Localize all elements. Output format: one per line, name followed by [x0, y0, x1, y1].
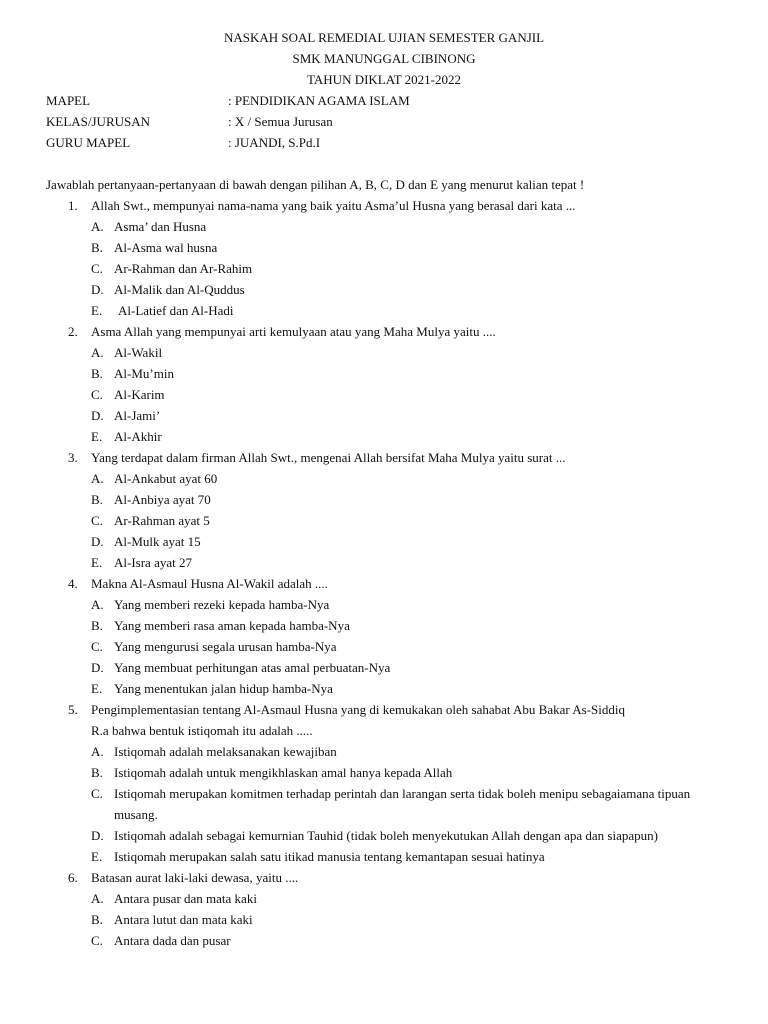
- question-item: [0, 867, 768, 951]
- question-text: Pengimplementasian tentang Al-Asmaul Husna yang di kemukakan oleh sahabat Abu Bakar As-Siddiq: [91, 702, 625, 717]
- option-text: Al-Jami’: [114, 408, 161, 423]
- question-text-continued: R.a bahwa bentuk istiqomah itu adalah .....: [91, 723, 313, 738]
- question-number: 3.: [68, 450, 78, 465]
- answer-option: [0, 741, 768, 762]
- question-number: 2.: [68, 324, 78, 339]
- option-text: Al-Wakil: [114, 345, 163, 360]
- option-letter: C.: [91, 513, 103, 528]
- answer-option: [0, 216, 768, 237]
- question-number: 4.: [68, 576, 78, 591]
- question-number: 6.: [68, 870, 78, 885]
- option-letter: D.: [91, 828, 104, 843]
- option-text: Antara dada dan pusar: [114, 933, 231, 948]
- option-text: Antara pusar dan mata kaki: [114, 891, 257, 906]
- option-letter: E.: [91, 681, 103, 696]
- option-letter: C.: [91, 387, 103, 402]
- option-text: Asma’ dan Husna: [114, 219, 207, 234]
- question-stem: [0, 321, 768, 342]
- question-number: 1.: [68, 198, 78, 213]
- option-letter: A.: [91, 597, 104, 612]
- info-row-subject: [46, 90, 546, 111]
- question-list: [0, 195, 768, 951]
- answer-option: [0, 426, 768, 447]
- answer-option: [0, 405, 768, 426]
- info-value: : PENDIDIKAN AGAMA ISLAM: [228, 93, 410, 108]
- info-value: : JUANDI, S.Pd.I: [228, 135, 321, 150]
- question-text: Batasan aurat laki-laki dewasa, yaitu ....: [91, 870, 299, 885]
- question-text: Asma Allah yang mempunyai arti kemulyaan atau yang Maha Mulya yaitu ....: [91, 324, 496, 339]
- option-text: Yang memberi rasa aman kepada hamba-Nya: [114, 618, 350, 633]
- info-row-class: [46, 111, 546, 132]
- option-letter: A.: [91, 219, 104, 234]
- answer-option: [0, 930, 768, 951]
- answer-option: [0, 657, 768, 678]
- answer-option: [0, 909, 768, 930]
- option-text: Yang menentukan jalan hidup hamba-Nya: [114, 681, 333, 696]
- answer-option: [0, 258, 768, 279]
- option-letter: C.: [91, 786, 103, 801]
- answer-option: [0, 279, 768, 300]
- question-text: Allah Swt., mempunyai nama-nama yang baik yaitu Asma’ul Husna yang berasal dari kata ...: [91, 198, 576, 213]
- option-letter: C.: [91, 933, 103, 948]
- option-letter: A.: [91, 345, 104, 360]
- option-letter: C.: [91, 639, 103, 654]
- option-text: Yang mengurusi segala urusan hamba-Nya: [114, 639, 337, 654]
- option-letter: B.: [91, 366, 103, 381]
- answer-option: [0, 615, 768, 636]
- header-year: TAHUN DIKLAT 2021-2022: [307, 72, 461, 87]
- answer-option: [0, 783, 768, 825]
- option-letter: B.: [91, 240, 103, 255]
- question-stem: [0, 573, 768, 594]
- answer-option: [0, 342, 768, 363]
- option-letter: E.: [91, 849, 103, 864]
- exam-info: [46, 90, 546, 153]
- option-text: Al-Malik dan Al-Quddus: [114, 282, 245, 297]
- option-text: Yang membuat perhitungan atas amal perbuatan-Nya: [114, 660, 391, 675]
- option-text: Istiqomah merupakan komitmen terhadap perintah dan larangan serta tidak boleh menipu sebagaiamana tipuan musang.: [114, 786, 691, 822]
- option-text: Al-Isra ayat 27: [114, 555, 192, 570]
- option-letter: C.: [91, 261, 103, 276]
- option-text: Al-Mu’min: [114, 366, 174, 381]
- info-key: KELAS/JURUSAN: [46, 114, 151, 129]
- question-stem: [0, 867, 768, 888]
- option-text: Antara lutut dan mata kaki: [114, 912, 253, 927]
- answer-option: [0, 762, 768, 783]
- info-row-teacher: [46, 132, 546, 153]
- option-text: Al-Anbiya ayat 70: [114, 492, 211, 507]
- option-letter: B.: [91, 765, 103, 780]
- option-text: Yang memberi rezeki kepada hamba-Nya: [114, 597, 330, 612]
- answer-option: [0, 384, 768, 405]
- option-letter: D.: [91, 408, 104, 423]
- option-letter: E.: [91, 429, 103, 444]
- question-stem: [0, 699, 768, 720]
- option-text: Istiqomah merupakan salah satu itikad manusia tentang kemantapan sesuai hatinya: [114, 849, 545, 864]
- answer-option: [0, 552, 768, 573]
- answer-option: [0, 510, 768, 531]
- question-stem-continued: [0, 720, 768, 741]
- option-text: Istiqomah adalah untuk mengikhlaskan amal hanya kepada Allah: [114, 765, 453, 780]
- question-item: [0, 447, 768, 573]
- answer-option: [0, 300, 768, 321]
- answer-option: [0, 825, 768, 846]
- answer-option: [0, 531, 768, 552]
- answer-option: [0, 888, 768, 909]
- option-text: Al-Karim: [114, 387, 165, 402]
- question-item: [0, 195, 768, 321]
- option-text: Al-Mulk ayat 15: [114, 534, 201, 549]
- info-key: MAPEL: [46, 93, 91, 108]
- option-letter: A.: [91, 744, 104, 759]
- info-key: GURU MAPEL: [46, 135, 131, 150]
- option-text: Istiqomah adalah melaksanakan kewajiban: [114, 744, 337, 759]
- option-letter: E.: [91, 303, 103, 318]
- option-letter: E.: [91, 555, 103, 570]
- question-stem: [0, 447, 768, 468]
- answer-option: [0, 468, 768, 489]
- option-text: Ar-Rahman dan Ar-Rahim: [114, 261, 253, 276]
- answer-option: [0, 846, 768, 867]
- instructions: Jawablah pertanyaan-pertanyaan di bawah dengan pilihan A, B, C, D dan E yang menurut kalian tepat !: [46, 177, 585, 192]
- option-letter: D.: [91, 534, 104, 549]
- question-item: [0, 699, 768, 867]
- option-letter: B.: [91, 912, 103, 927]
- option-letter: A.: [91, 891, 104, 906]
- document-header: [0, 27, 768, 90]
- question-item: [0, 321, 768, 447]
- option-letter: D.: [91, 282, 104, 297]
- option-letter: A.: [91, 471, 104, 486]
- option-text: Ar-Rahman ayat 5: [114, 513, 210, 528]
- answer-option: [0, 636, 768, 657]
- info-value: : X / Semua Jurusan: [228, 114, 333, 129]
- question-item: [0, 573, 768, 699]
- option-text: Al-Latief dan Al-Hadi: [118, 303, 234, 318]
- answer-option: [0, 594, 768, 615]
- option-text: Al-Ankabut ayat 60: [114, 471, 218, 486]
- header-school: SMK MANUNGGAL CIBINONG: [292, 51, 476, 66]
- option-letter: B.: [91, 618, 103, 633]
- answer-option: [0, 363, 768, 384]
- answer-option: [0, 678, 768, 699]
- option-letter: D.: [91, 660, 104, 675]
- question-text: Yang terdapat dalam firman Allah Swt., mengenai Allah bersifat Maha Mulya yaitu surat ...: [91, 450, 566, 465]
- header-title: NASKAH SOAL REMEDIAL UJIAN SEMESTER GANJIL: [223, 30, 545, 45]
- option-text: Istiqomah adalah sebagai kemurnian Tauhid (tidak boleh menyekutukan Allah dengan apa dan siapapun): [114, 828, 658, 843]
- question-number: 5.: [68, 702, 78, 717]
- question-stem: [0, 195, 768, 216]
- option-text: Al-Asma wal husna: [114, 240, 218, 255]
- answer-option: [0, 489, 768, 510]
- option-text: Al-Akhir: [114, 429, 162, 444]
- question-text: Makna Al-Asmaul Husna Al-Wakil adalah ....: [91, 576, 328, 591]
- option-letter: B.: [91, 492, 103, 507]
- answer-option: [0, 237, 768, 258]
